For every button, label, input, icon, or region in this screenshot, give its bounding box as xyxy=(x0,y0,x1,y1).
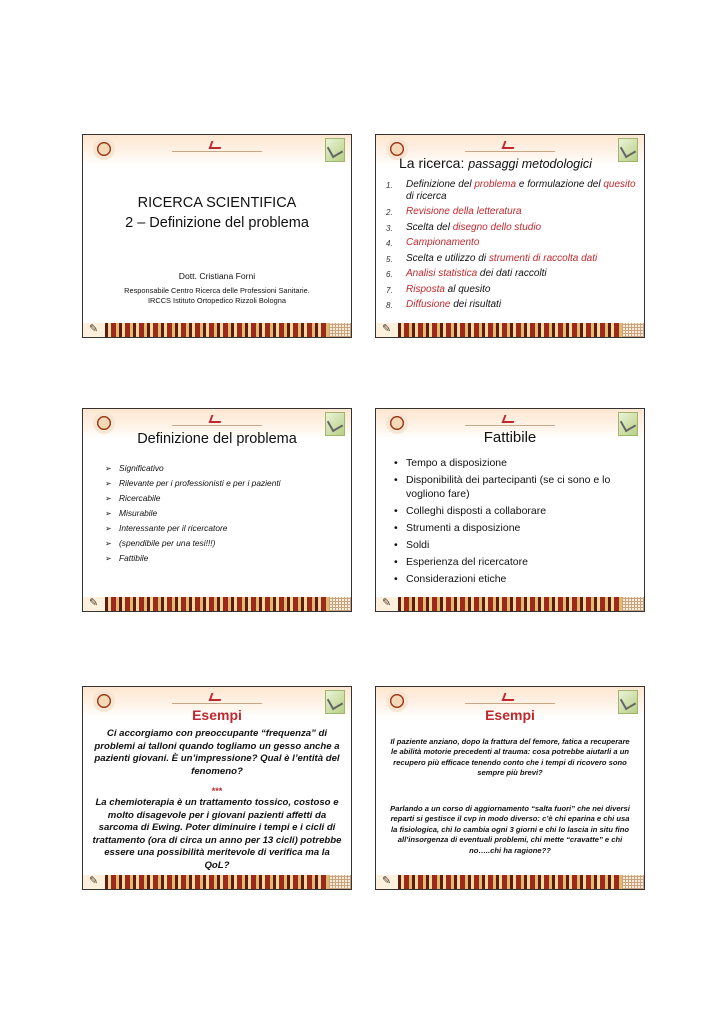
criteria-item: ➢ Significativo xyxy=(105,463,305,474)
slide-heading: Definizione del problema xyxy=(137,431,297,447)
slide-heading: Fattibile xyxy=(483,429,537,446)
slide-footer-band xyxy=(83,875,351,889)
heading-italic: passaggi metodologici xyxy=(468,157,592,171)
quill-icon xyxy=(83,597,105,611)
step-keyword: disegno dello studio xyxy=(452,221,542,233)
quill-icon xyxy=(83,875,105,889)
step-keyword: Revisione della letteratura xyxy=(406,206,522,217)
brand-logo xyxy=(172,415,262,426)
step-keyword: strumenti di raccolta dati xyxy=(488,252,598,264)
slide-heading: Esempi xyxy=(485,707,535,723)
corner-emblem-icon xyxy=(618,138,638,162)
slide-2 xyxy=(375,134,645,338)
brand-logo xyxy=(172,141,262,152)
heading-plain: La ricerca: xyxy=(399,155,469,171)
step-text: dei risultati xyxy=(450,299,502,310)
brand-logo xyxy=(465,415,555,426)
feasibility-item: • Colleghi disposti a collaborare xyxy=(394,505,634,519)
feasibility-item: • Esperienza del ricercatore xyxy=(394,556,634,570)
slide-footer-band xyxy=(83,323,351,337)
step-number: 5. xyxy=(386,254,393,264)
brand-logo xyxy=(465,141,555,152)
feasibility-item: • Soldi xyxy=(394,539,634,553)
brand-logo xyxy=(465,693,555,704)
slide-header-band xyxy=(83,135,351,165)
step-number: 2. xyxy=(386,208,393,217)
slide-4 xyxy=(375,408,645,612)
step-keyword: Risposta xyxy=(406,283,445,295)
step-number: 1. xyxy=(386,181,393,190)
slide-6 xyxy=(375,686,645,890)
step-keyword: Diffusione xyxy=(406,299,451,310)
slide-footer-band xyxy=(376,323,644,337)
step-text: al quesito xyxy=(444,283,491,295)
quill-icon xyxy=(376,875,398,889)
step-number: 7. xyxy=(386,285,393,295)
step-keyword: quesito xyxy=(603,179,636,190)
criteria-item: ➢ Rilevante per i professionisti e per i pazienti xyxy=(105,478,305,489)
step-keyword: Campionamento xyxy=(406,237,480,248)
step-number: 8. xyxy=(386,301,393,310)
pattern-icon xyxy=(622,323,644,337)
quill-icon xyxy=(376,597,398,611)
example-paragraph-1: Ci accorgiamo con preoccupante “frequenza” di problemi ai talloni quando togliamo un gesso anche a pazienti giovani. È un’impressione? Qual è l’entità del fenomeno? xyxy=(94,728,340,777)
slide-footer-band xyxy=(376,597,644,611)
author: Dott. Cristiana Forni xyxy=(178,271,256,281)
step-text: Scelta e utilizzo di xyxy=(406,252,489,264)
slide-footer-band xyxy=(376,875,644,889)
brand-logo xyxy=(172,693,262,704)
slide-5 xyxy=(82,686,352,890)
methodology-step xyxy=(386,222,636,234)
methodology-step xyxy=(386,253,636,265)
pattern-icon xyxy=(329,597,351,611)
criteria-item: ➢ Fattibile xyxy=(105,553,305,564)
feasibility-item: • Tempo a disposizione xyxy=(394,457,634,471)
quill-icon xyxy=(83,323,105,337)
step-number: 3. xyxy=(386,223,393,233)
example-paragraph-1: Il paziente anziano, dopo la frattura del femore, fatica a recuperare le abilità motorie precedenti al trauma: cosa potrebbe aiutarli a un recupero più efficace tenendo conto che i tempi di ricovero sono sempre più brevi? xyxy=(390,737,630,778)
slide-heading: Esempi xyxy=(192,707,242,723)
feasibility-item: • Strumenti a disposizione xyxy=(394,522,634,536)
pattern-icon xyxy=(622,875,644,889)
pattern-icon xyxy=(329,875,351,889)
slide-3 xyxy=(82,408,352,612)
criteria-item: ➢ Interessante per il ricercatore xyxy=(105,523,305,534)
feasibility-item: • Considerazioni etiche xyxy=(394,573,634,587)
step-number: 6. xyxy=(386,270,393,279)
pattern-icon xyxy=(329,323,351,337)
step-text: dei dati raccolti xyxy=(477,268,547,279)
step-keyword: problema xyxy=(474,179,517,190)
step-text: di ricerca xyxy=(406,190,447,202)
slide-heading xyxy=(399,155,592,171)
methodology-step xyxy=(386,268,636,280)
step-text: Scelta del xyxy=(406,221,453,233)
slide-1 xyxy=(82,134,352,338)
title-line-1: RICERCA SCIENTIFICA xyxy=(137,195,297,211)
title-line-2: 2 – Definizione del problema xyxy=(125,215,309,231)
slide-footer-band xyxy=(83,597,351,611)
methodology-step xyxy=(386,299,636,311)
step-keyword: Analisi statistica xyxy=(406,268,478,279)
quill-icon xyxy=(376,323,398,337)
step-text: e formulazione del xyxy=(516,179,604,190)
affiliation xyxy=(83,286,351,306)
affiliation-line-2: IRCCS Istituto Ortopedico Rizzoli Bologna xyxy=(147,296,287,305)
separator: *** xyxy=(211,786,223,796)
methodology-step xyxy=(386,237,636,249)
example-paragraph-2: Parlando a un corso di aggiornamento “salta fuori” che nei diversi reparti si gestisce il cvp in modo diverso: c’è chi eparina e chi usa la fisiologica, chi lo cambia ogni 3 giorni e chi lo lascia in situ fino all’insorgenza di eventuali problemi, chi mette “cravatte” e chi no…..chi ha ragione?? xyxy=(390,804,630,855)
criteria-item: ➢ Ricercabile xyxy=(105,493,305,504)
step-number: 4. xyxy=(386,239,393,248)
methodology-step xyxy=(386,284,636,296)
criteria-list xyxy=(105,463,305,568)
methodology-steps-list xyxy=(386,179,636,315)
methodology-step xyxy=(386,206,636,218)
rizzoli-logo-icon xyxy=(93,138,115,160)
feasibility-item: • Disponibilità dei partecipanti (se ci sono e lo vogliono fare) xyxy=(394,474,634,501)
affiliation-line-1: Responsabile Centro Ricerca delle Professioni Sanitarie. xyxy=(124,286,310,295)
feasibility-list xyxy=(394,457,634,590)
step-text: Definizione del xyxy=(406,179,475,190)
criteria-item: ➢ Misurabile xyxy=(105,508,305,519)
criteria-item: ➢ (spendibile per una tesi!!!) xyxy=(105,538,305,549)
slide-title xyxy=(83,193,351,233)
methodology-step xyxy=(386,179,636,202)
corner-emblem-icon xyxy=(325,138,345,162)
example-paragraph-2: La chemioterapia è un trattamento tossico, costoso e molto disagevole per i giovani pazienti affetti da sarcoma di Ewing. Poter diminuire i tempi e i cicli di trattamento (ora di circa un anno per 13 cicli) potrebbe essere una possibilità meritevole di verifica ma la QoL? xyxy=(92,797,342,871)
pattern-icon xyxy=(622,597,644,611)
